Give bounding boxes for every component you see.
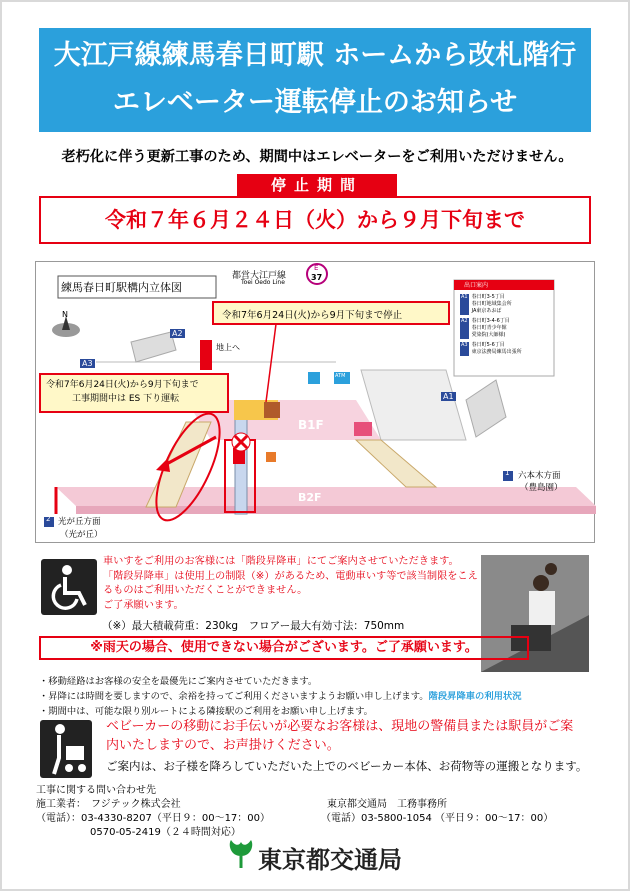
exit-guide-item (460, 342, 554, 356)
exit-guide-item (460, 318, 554, 339)
floor-b2-label: B2F (298, 491, 322, 504)
dir-right-number: 1 (505, 469, 510, 477)
exit-a2-label: A2 (172, 329, 183, 338)
exit-guide-title: 出口案内 (464, 282, 489, 289)
atm-label: ATM (335, 373, 346, 379)
dir-left-number: 2 (46, 515, 51, 523)
exit-line: 愛染院(大師様) (471, 332, 506, 338)
dir-left-sub: （光が丘） (60, 530, 103, 540)
exit-a1-label: A1 (443, 392, 454, 401)
title-banner (39, 28, 591, 132)
accessibility-text (103, 555, 527, 613)
lead-text: 老朽化に伴う更新工事のため、期間中はエレベーターをご利用いただけません。 (61, 149, 573, 165)
line-name: 都営大江戸線 (232, 271, 287, 281)
exit-code: A1 (460, 294, 469, 315)
period-label: 停止期間 (237, 174, 397, 196)
rain-warning: ※雨天の場合、使用できない場合がございます。ご了承願います。 (39, 636, 529, 660)
exit-a3-label: A3 (82, 359, 93, 368)
stair-lift-status-link[interactable]: 階段昇降車の利用状況 (428, 691, 522, 702)
exit-lines (472, 342, 522, 356)
exit-line: 春日町5-6丁目 (471, 342, 505, 348)
title-line-1: 大江戸線練馬春日町駅 ホームから改札階行 (53, 40, 577, 71)
title-line-2: エレベーター運転停止のお知らせ (112, 87, 518, 118)
exit-guide-item (460, 294, 554, 315)
escalator-callout-line-1: 令和7年6月24日(火)から9月下旬まで (46, 380, 199, 390)
note-item-with-link (39, 689, 599, 704)
stair-lift-spec: （※）最大積載荷重：230kg フロアー最大有効寸法：750mm (102, 620, 405, 632)
stroller-icon (40, 720, 92, 778)
office-contact (321, 798, 553, 826)
escalator-callout-line-2: 工事期間中は ES 下り運転 (72, 394, 180, 404)
builder-tel-1: （電話）：03-4330-8207（平日９：00〜17：00） (36, 813, 271, 824)
b2-floor (56, 487, 596, 506)
info-sign (308, 372, 320, 384)
concourse-right (361, 370, 466, 440)
north-label: N (62, 310, 68, 319)
accessibility-line: 車いすをご利用のお客様には「階段昇降車」にてご案内させていただきます。 (103, 556, 459, 567)
bureau-logo (228, 838, 418, 874)
exit-guide-list (460, 294, 554, 356)
toilet-sign (354, 422, 372, 436)
period-value: 令和７年６月２４日（火）から９月下旬まで (39, 196, 591, 244)
fire-sign (266, 452, 276, 462)
dir-right-label: 六本木方面 (518, 471, 561, 481)
dir-right-sub: （豊島園） (520, 483, 563, 493)
accessibility-line: るものはご利用いただくことができません。 (103, 585, 308, 596)
ginkgo-icon (228, 838, 254, 868)
to-ground-label: 地上へ (216, 343, 240, 352)
stroller-subtext: ご案内は、お子様を降ろしていただいた上でのベビーカー本体、お荷物等の運搬となります。 (106, 759, 588, 773)
note-item: ・期間中は、可能な限り別ルートによる隣接駅のご利用をお願い申し上げます。 (39, 706, 373, 717)
exit-lines (472, 318, 510, 339)
exit-line: 春日町3-4-6丁目 (471, 318, 510, 324)
escalator-arrow-head (156, 458, 170, 472)
exit-lines (472, 294, 512, 315)
floor-b1-label: B1F (298, 418, 324, 432)
exit-code: A3 (460, 342, 469, 356)
exit-line: 東京法務局練馬出張所 (471, 349, 522, 355)
elevator-sign-top (200, 340, 212, 370)
diagram-title: 練馬春日町駅構内立体図 (61, 281, 182, 294)
contact-heading: 工事に関する問い合わせ先 (36, 785, 156, 796)
exit-line: 春日町3-5丁目 (471, 294, 505, 300)
stairs-right (356, 440, 436, 487)
office-name: 東京都交通局 工務事務所 (327, 799, 447, 810)
builder-label: 施工業者： フジテック株式会社 (36, 799, 181, 810)
stroller-text: ベビーカーの移動にお手伝いが必要なお客様は、現地の警備員または駅員がご案内いたしますので、お声掛けください。 (106, 719, 574, 753)
note-item-text: ・昇降には時間を要しますので、余裕を持ってご利用くださいますようお願い申し上げます。 (39, 691, 429, 702)
notes-list (39, 674, 599, 719)
elevator-callout: 令和7年6月24日(火)から9月下旬まで停止 (222, 310, 403, 321)
station-diagram (35, 261, 595, 543)
exit-line: 春日町地域集会所 (471, 301, 512, 307)
wheelchair-icon (41, 559, 97, 615)
station-number: 37 (311, 273, 323, 282)
note-item: ・移動経路はお客様の安全を最優先にご案内させていただきます。 (39, 676, 318, 687)
contact-section (36, 784, 616, 840)
exit-line: 春日町青少年館 (471, 325, 507, 331)
elevator-callout-pointer (266, 324, 276, 402)
stairs-a1 (466, 380, 506, 437)
line-name-en: Toei Oedo Line (241, 279, 285, 286)
office-tel: （電話）03-5800-1054 （平日９：00〜17：00） (321, 813, 554, 824)
ticket-machine (264, 402, 280, 418)
line-code: E (314, 264, 319, 272)
stopped-marker (232, 433, 250, 451)
logo-text: 東京都交通局 (258, 846, 402, 874)
exit-line: JA東京あおば (471, 308, 502, 314)
exit-code: A2 (460, 318, 469, 339)
accessibility-line: ご了承願います。 (103, 599, 184, 611)
accessibility-line: 「階段昇降車」は使用上の制限（※）があるため、電動車いす等で該当制限をこえ (103, 570, 478, 582)
builder-tel-2: 0570-05-2419（２４時間対応） (90, 827, 241, 838)
dir-left-label: 光が丘方面 (58, 517, 101, 527)
escalator-callout (46, 378, 199, 406)
